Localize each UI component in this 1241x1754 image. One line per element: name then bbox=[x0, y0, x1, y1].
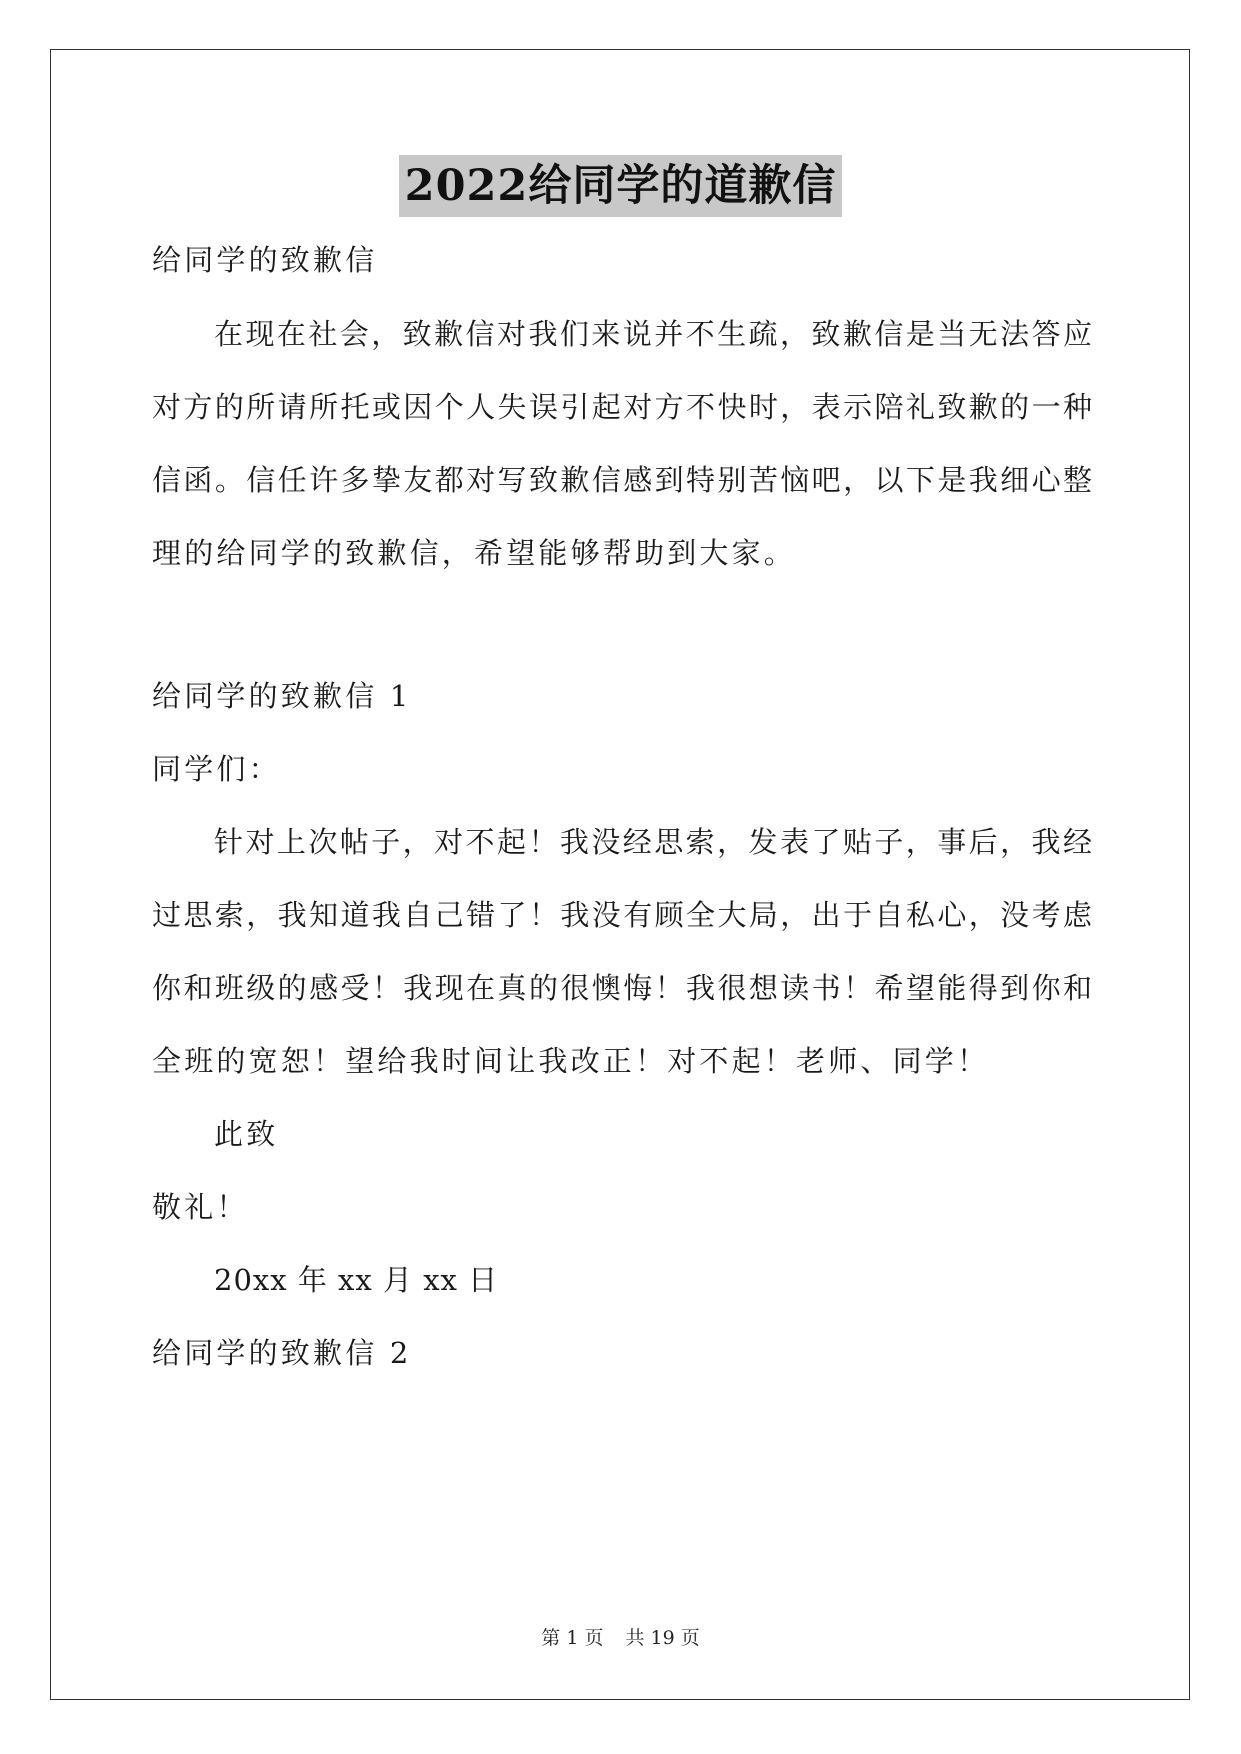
letter-heading: 给同学的致歉信 1 bbox=[152, 679, 412, 713]
page-number: 第 1 页 bbox=[541, 1627, 604, 1649]
letter-body-line: 过思索，我知道我自己错了！我没有顾全大局，出于自私心，没考虑 bbox=[152, 898, 1092, 932]
section-heading: 给同学的致歉信 bbox=[152, 243, 378, 277]
document-title: 2022给同学的道歉信 bbox=[399, 155, 843, 217]
letter-body-line: 全班的宽恕！望给我时间让我改正！对不起！老师、同学！ bbox=[152, 1044, 990, 1078]
intro-paragraph-line: 对方的所请所托或因个人失误引起对方不快时，表示陪礼致歉的一种 bbox=[152, 390, 1092, 424]
title-container bbox=[0, 155, 1241, 217]
regards: 敬礼！ bbox=[152, 1190, 249, 1224]
page-total: 共 19 页 bbox=[625, 1627, 700, 1649]
letter-body-line: 针对上次帖子，对不起！我没经思索，发表了贴子，事后，我经 bbox=[214, 825, 1092, 859]
letter-date: 20xx 年 xx 月 xx 日 bbox=[214, 1263, 499, 1297]
intro-paragraph-line: 理的给同学的致歉信，希望能够帮助到大家。 bbox=[152, 536, 797, 570]
letter-heading: 给同学的致歉信 2 bbox=[152, 1336, 412, 1370]
page-border bbox=[50, 49, 1190, 1700]
salutation: 同学们： bbox=[152, 752, 281, 786]
intro-paragraph-line: 信函。信任许多挚友都对写致歉信感到特别苦恼吧，以下是我细心整 bbox=[152, 463, 1092, 497]
closing: 此致 bbox=[214, 1117, 279, 1151]
intro-paragraph-line: 在现在社会，致歉信对我们来说并不生疏，致歉信是当无法答应 bbox=[214, 317, 1092, 351]
letter-body-line: 你和班级的感受！我现在真的很懊悔！我很想读书！希望能得到你和 bbox=[152, 971, 1092, 1005]
page-footer bbox=[0, 1625, 1241, 1651]
